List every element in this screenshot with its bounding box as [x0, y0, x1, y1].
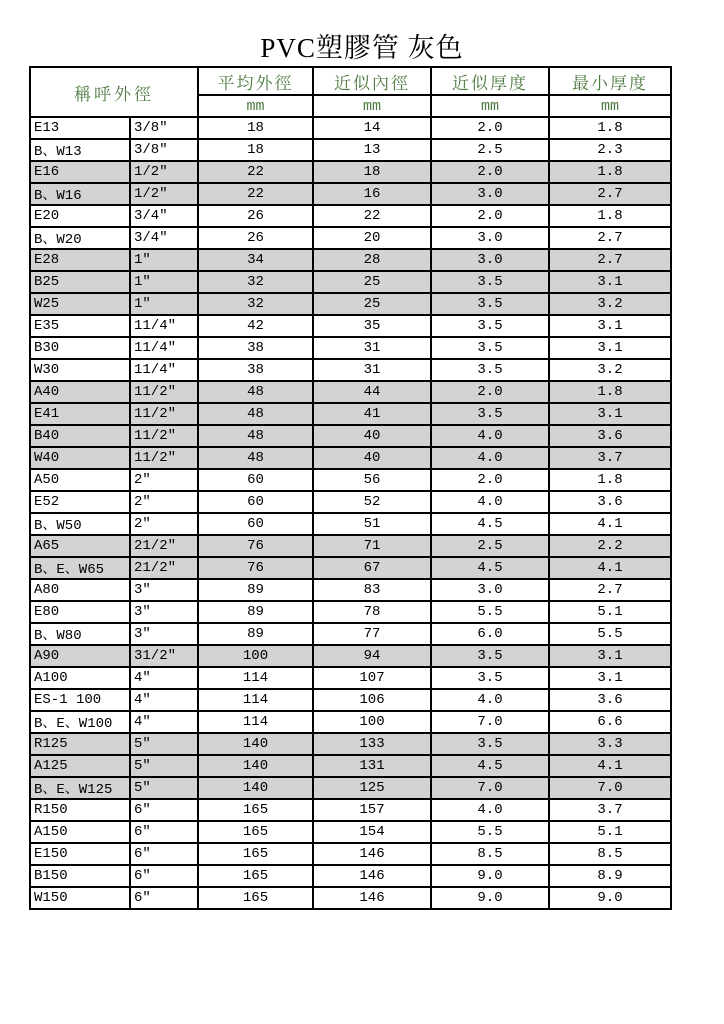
cell-size-inch: 11/2": [130, 403, 198, 425]
cell-approx-thickness: 3.5: [431, 645, 549, 667]
cell-size-inch: 3/4": [130, 205, 198, 227]
cell-avg-od: 76: [198, 557, 313, 579]
cell-size-inch: 5": [130, 733, 198, 755]
cell-min-thickness: 2.7: [549, 579, 671, 601]
cell-code: A125: [30, 755, 130, 777]
table-row: [30, 293, 671, 315]
cell-approx-id: 40: [313, 425, 431, 447]
cell-code: B30: [30, 337, 130, 359]
cell-size-inch: 11/4": [130, 359, 198, 381]
table-row: [30, 249, 671, 271]
cell-min-thickness: 4.1: [549, 755, 671, 777]
cell-min-thickness: 3.3: [549, 733, 671, 755]
cell-avg-od: 89: [198, 601, 313, 623]
cell-min-thickness: 2.3: [549, 139, 671, 161]
cell-code: ES-1 100: [30, 689, 130, 711]
table-row: [30, 579, 671, 601]
cell-min-thickness: 9.0: [549, 887, 671, 909]
cell-approx-thickness: 3.0: [431, 249, 549, 271]
cell-min-thickness: 2.7: [549, 183, 671, 205]
cell-approx-thickness: 3.0: [431, 227, 549, 249]
cell-avg-od: 18: [198, 117, 313, 139]
cell-approx-id: 146: [313, 843, 431, 865]
cell-avg-od: 38: [198, 337, 313, 359]
cell-code: E52: [30, 491, 130, 513]
cell-avg-od: 165: [198, 843, 313, 865]
cell-min-thickness: 7.0: [549, 777, 671, 799]
cell-min-thickness: 1.8: [549, 205, 671, 227]
cell-avg-od: 32: [198, 271, 313, 293]
cell-approx-thickness: 2.0: [431, 161, 549, 183]
cell-approx-thickness: 3.5: [431, 337, 549, 359]
cell-size-inch: 6": [130, 821, 198, 843]
cell-avg-od: 165: [198, 865, 313, 887]
table-row: [30, 315, 671, 337]
page-title: PVC塑膠管 灰色: [260, 33, 464, 63]
cell-avg-od: 34: [198, 249, 313, 271]
cell-size-inch: 2": [130, 469, 198, 491]
cell-avg-od: 100: [198, 645, 313, 667]
cell-code: E20: [30, 205, 130, 227]
cell-min-thickness: 3.1: [549, 315, 671, 337]
cell-size-inch: 3": [130, 623, 198, 645]
table-row: [30, 777, 671, 799]
cell-approx-thickness: 9.0: [431, 865, 549, 887]
cell-approx-id: 56: [313, 469, 431, 491]
cell-avg-od: 22: [198, 183, 313, 205]
table-row: [30, 491, 671, 513]
cell-approx-id: 125: [313, 777, 431, 799]
cell-approx-thickness: 2.0: [431, 381, 549, 403]
cell-approx-id: 107: [313, 667, 431, 689]
cell-approx-id: 51: [313, 513, 431, 535]
table-row: [30, 139, 671, 161]
cell-avg-od: 26: [198, 205, 313, 227]
cell-approx-thickness: 3.5: [431, 293, 549, 315]
cell-min-thickness: 3.1: [549, 403, 671, 425]
cell-avg-od: 18: [198, 139, 313, 161]
table-row: [30, 161, 671, 183]
cell-min-thickness: 3.2: [549, 359, 671, 381]
table-row: [30, 601, 671, 623]
cell-size-inch: 11/2": [130, 381, 198, 403]
table-row: [30, 227, 671, 249]
cell-size-inch: 4": [130, 689, 198, 711]
cell-size-inch: 6": [130, 843, 198, 865]
cell-code: B、E、W100: [30, 711, 130, 733]
table-row: [30, 843, 671, 865]
cell-approx-id: 41: [313, 403, 431, 425]
cell-approx-id: 18: [313, 161, 431, 183]
cell-size-inch: 4": [130, 711, 198, 733]
cell-min-thickness: 2.7: [549, 227, 671, 249]
cell-approx-id: 20: [313, 227, 431, 249]
table-row: [30, 557, 671, 579]
cell-size-inch: 21/2": [130, 535, 198, 557]
header-approx-thickness: 近似厚度: [431, 67, 549, 95]
cell-size-inch: 5": [130, 777, 198, 799]
cell-min-thickness: 3.1: [549, 667, 671, 689]
cell-approx-id: 71: [313, 535, 431, 557]
cell-approx-thickness: 2.0: [431, 117, 549, 139]
cell-avg-od: 140: [198, 733, 313, 755]
cell-min-thickness: 1.8: [549, 469, 671, 491]
cell-code: A90: [30, 645, 130, 667]
cell-code: B、E、W65: [30, 557, 130, 579]
cell-avg-od: 48: [198, 447, 313, 469]
cell-code: B、W20: [30, 227, 130, 249]
table-row: [30, 425, 671, 447]
cell-approx-thickness: 3.5: [431, 403, 549, 425]
cell-min-thickness: 3.2: [549, 293, 671, 315]
cell-code: E35: [30, 315, 130, 337]
cell-code: A80: [30, 579, 130, 601]
cell-min-thickness: 3.6: [549, 425, 671, 447]
table-row: [30, 689, 671, 711]
cell-size-inch: 5": [130, 755, 198, 777]
cell-size-inch: 3": [130, 601, 198, 623]
cell-approx-thickness: 3.5: [431, 359, 549, 381]
cell-approx-id: 14: [313, 117, 431, 139]
table-row: [30, 865, 671, 887]
cell-code: E150: [30, 843, 130, 865]
cell-min-thickness: 2.7: [549, 249, 671, 271]
header-approx-id: 近似內徑: [313, 67, 431, 95]
cell-code: A50: [30, 469, 130, 491]
cell-approx-thickness: 7.0: [431, 777, 549, 799]
table-row: [30, 403, 671, 425]
header-avg-od: 平均外徑: [198, 67, 313, 95]
cell-size-inch: 3/8": [130, 139, 198, 161]
cell-approx-thickness: 8.5: [431, 843, 549, 865]
cell-approx-thickness: 4.5: [431, 755, 549, 777]
table-row: [30, 337, 671, 359]
cell-min-thickness: 8.5: [549, 843, 671, 865]
cell-code: A150: [30, 821, 130, 843]
cell-size-inch: 11/2": [130, 425, 198, 447]
cell-avg-od: 114: [198, 711, 313, 733]
table-row: [30, 117, 671, 139]
cell-code: R150: [30, 799, 130, 821]
cell-size-inch: 3": [130, 579, 198, 601]
table-row: [30, 359, 671, 381]
table-row: [30, 733, 671, 755]
cell-size-inch: 2": [130, 491, 198, 513]
cell-min-thickness: 3.1: [549, 271, 671, 293]
cell-approx-id: 31: [313, 359, 431, 381]
cell-size-inch: 1/2": [130, 183, 198, 205]
cell-approx-id: 16: [313, 183, 431, 205]
cell-approx-thickness: 4.0: [431, 799, 549, 821]
table-row: [30, 623, 671, 645]
cell-approx-id: 100: [313, 711, 431, 733]
cell-min-thickness: 5.1: [549, 601, 671, 623]
cell-approx-thickness: 2.5: [431, 139, 549, 161]
cell-min-thickness: 4.1: [549, 513, 671, 535]
cell-size-inch: 6": [130, 799, 198, 821]
cell-approx-thickness: 4.5: [431, 513, 549, 535]
cell-approx-id: 25: [313, 271, 431, 293]
cell-min-thickness: 5.1: [549, 821, 671, 843]
cell-size-inch: 11/2": [130, 447, 198, 469]
table-row: [30, 447, 671, 469]
cell-approx-thickness: 5.5: [431, 601, 549, 623]
cell-min-thickness: 3.7: [549, 447, 671, 469]
cell-approx-id: 67: [313, 557, 431, 579]
table-row: [30, 799, 671, 821]
cell-avg-od: 48: [198, 425, 313, 447]
cell-approx-id: 25: [313, 293, 431, 315]
cell-approx-thickness: 3.5: [431, 315, 549, 337]
cell-code: A100: [30, 667, 130, 689]
cell-approx-thickness: 3.0: [431, 579, 549, 601]
cell-code: E41: [30, 403, 130, 425]
unit-approx-id: mm: [313, 95, 431, 117]
table-row: [30, 821, 671, 843]
cell-code: B、W50: [30, 513, 130, 535]
cell-approx-id: 52: [313, 491, 431, 513]
cell-approx-id: 146: [313, 887, 431, 909]
cell-size-inch: 3/8": [130, 117, 198, 139]
unit-min-thickness: mm: [549, 95, 671, 117]
cell-code: B、W80: [30, 623, 130, 645]
cell-avg-od: 42: [198, 315, 313, 337]
cell-code: E16: [30, 161, 130, 183]
cell-avg-od: 60: [198, 469, 313, 491]
cell-approx-id: 157: [313, 799, 431, 821]
cell-approx-thickness: 2.0: [431, 205, 549, 227]
cell-min-thickness: 3.7: [549, 799, 671, 821]
table-row: [30, 469, 671, 491]
cell-avg-od: 48: [198, 381, 313, 403]
cell-code: A40: [30, 381, 130, 403]
cell-size-inch: 11/4": [130, 315, 198, 337]
cell-size-inch: 6": [130, 865, 198, 887]
cell-approx-id: 22: [313, 205, 431, 227]
table-header: [30, 67, 671, 117]
cell-code: R125: [30, 733, 130, 755]
cell-size-inch: 21/2": [130, 557, 198, 579]
cell-code: B、W16: [30, 183, 130, 205]
table-row: [30, 887, 671, 909]
cell-code: W25: [30, 293, 130, 315]
cell-size-inch: 3/4": [130, 227, 198, 249]
pipe-spec-table: [29, 66, 672, 910]
cell-approx-thickness: 5.5: [431, 821, 549, 843]
cell-approx-id: 40: [313, 447, 431, 469]
cell-size-inch: 1": [130, 271, 198, 293]
cell-approx-id: 133: [313, 733, 431, 755]
table-row: [30, 667, 671, 689]
cell-code: W150: [30, 887, 130, 909]
cell-avg-od: 38: [198, 359, 313, 381]
cell-avg-od: 60: [198, 491, 313, 513]
cell-code: B40: [30, 425, 130, 447]
cell-approx-thickness: 4.5: [431, 557, 549, 579]
table-row: [30, 535, 671, 557]
cell-avg-od: 48: [198, 403, 313, 425]
cell-avg-od: 32: [198, 293, 313, 315]
unit-avg-od: mm: [198, 95, 313, 117]
cell-size-inch: 1/2": [130, 161, 198, 183]
cell-code: B150: [30, 865, 130, 887]
cell-size-inch: 2": [130, 513, 198, 535]
cell-code: B、W13: [30, 139, 130, 161]
cell-code: W30: [30, 359, 130, 381]
cell-approx-id: 28: [313, 249, 431, 271]
table-row: [30, 645, 671, 667]
cell-approx-id: 146: [313, 865, 431, 887]
table-row: [30, 755, 671, 777]
cell-approx-thickness: 7.0: [431, 711, 549, 733]
cell-avg-od: 114: [198, 689, 313, 711]
table-row: [30, 183, 671, 205]
cell-min-thickness: 5.5: [549, 623, 671, 645]
cell-avg-od: 76: [198, 535, 313, 557]
cell-avg-od: 26: [198, 227, 313, 249]
cell-size-inch: 4": [130, 667, 198, 689]
cell-size-inch: 6": [130, 887, 198, 909]
table-row: [30, 711, 671, 733]
table-row: [30, 513, 671, 535]
cell-approx-id: 13: [313, 139, 431, 161]
cell-code: E13: [30, 117, 130, 139]
cell-code: A65: [30, 535, 130, 557]
cell-code: E28: [30, 249, 130, 271]
cell-avg-od: 140: [198, 777, 313, 799]
cell-min-thickness: 4.1: [549, 557, 671, 579]
cell-avg-od: 165: [198, 821, 313, 843]
header-nominal-od: 稱呼外徑: [30, 67, 198, 117]
cell-approx-thickness: 3.5: [431, 271, 549, 293]
cell-approx-id: 78: [313, 601, 431, 623]
cell-approx-thickness: 3.0: [431, 183, 549, 205]
header-min-thickness: 最小厚度: [549, 67, 671, 95]
cell-approx-thickness: 3.5: [431, 667, 549, 689]
cell-approx-id: 106: [313, 689, 431, 711]
cell-approx-id: 44: [313, 381, 431, 403]
table-row: [30, 205, 671, 227]
cell-code: W40: [30, 447, 130, 469]
cell-min-thickness: 3.1: [549, 645, 671, 667]
cell-code: E80: [30, 601, 130, 623]
cell-min-thickness: 6.6: [549, 711, 671, 733]
cell-approx-id: 77: [313, 623, 431, 645]
cell-approx-thickness: 3.5: [431, 733, 549, 755]
cell-size-inch: 1": [130, 293, 198, 315]
cell-approx-thickness: 6.0: [431, 623, 549, 645]
table-row: [30, 381, 671, 403]
cell-approx-thickness: 2.5: [431, 535, 549, 557]
table-row: [30, 271, 671, 293]
unit-approx-thickness: mm: [431, 95, 549, 117]
cell-approx-id: 154: [313, 821, 431, 843]
cell-min-thickness: 3.6: [549, 689, 671, 711]
cell-avg-od: 165: [198, 887, 313, 909]
cell-code: B25: [30, 271, 130, 293]
cell-min-thickness: 1.8: [549, 161, 671, 183]
cell-approx-id: 83: [313, 579, 431, 601]
cell-min-thickness: 3.6: [549, 491, 671, 513]
cell-approx-id: 35: [313, 315, 431, 337]
cell-approx-thickness: 9.0: [431, 887, 549, 909]
cell-approx-thickness: 2.0: [431, 469, 549, 491]
cell-min-thickness: 1.8: [549, 117, 671, 139]
cell-avg-od: 165: [198, 799, 313, 821]
cell-approx-thickness: 4.0: [431, 491, 549, 513]
cell-avg-od: 60: [198, 513, 313, 535]
cell-avg-od: 114: [198, 667, 313, 689]
table-body: [30, 117, 671, 909]
cell-approx-id: 131: [313, 755, 431, 777]
cell-code: B、E、W125: [30, 777, 130, 799]
cell-avg-od: 22: [198, 161, 313, 183]
cell-size-inch: 11/4": [130, 337, 198, 359]
cell-min-thickness: 1.8: [549, 381, 671, 403]
cell-avg-od: 140: [198, 755, 313, 777]
cell-size-inch: 31/2": [130, 645, 198, 667]
header-row-labels: [30, 67, 671, 95]
cell-approx-id: 94: [313, 645, 431, 667]
cell-approx-thickness: 4.0: [431, 425, 549, 447]
cell-approx-id: 31: [313, 337, 431, 359]
cell-avg-od: 89: [198, 623, 313, 645]
cell-size-inch: 1": [130, 249, 198, 271]
cell-min-thickness: 2.2: [549, 535, 671, 557]
cell-approx-thickness: 4.0: [431, 689, 549, 711]
cell-approx-thickness: 4.0: [431, 447, 549, 469]
cell-avg-od: 89: [198, 579, 313, 601]
cell-min-thickness: 8.9: [549, 865, 671, 887]
cell-min-thickness: 3.1: [549, 337, 671, 359]
